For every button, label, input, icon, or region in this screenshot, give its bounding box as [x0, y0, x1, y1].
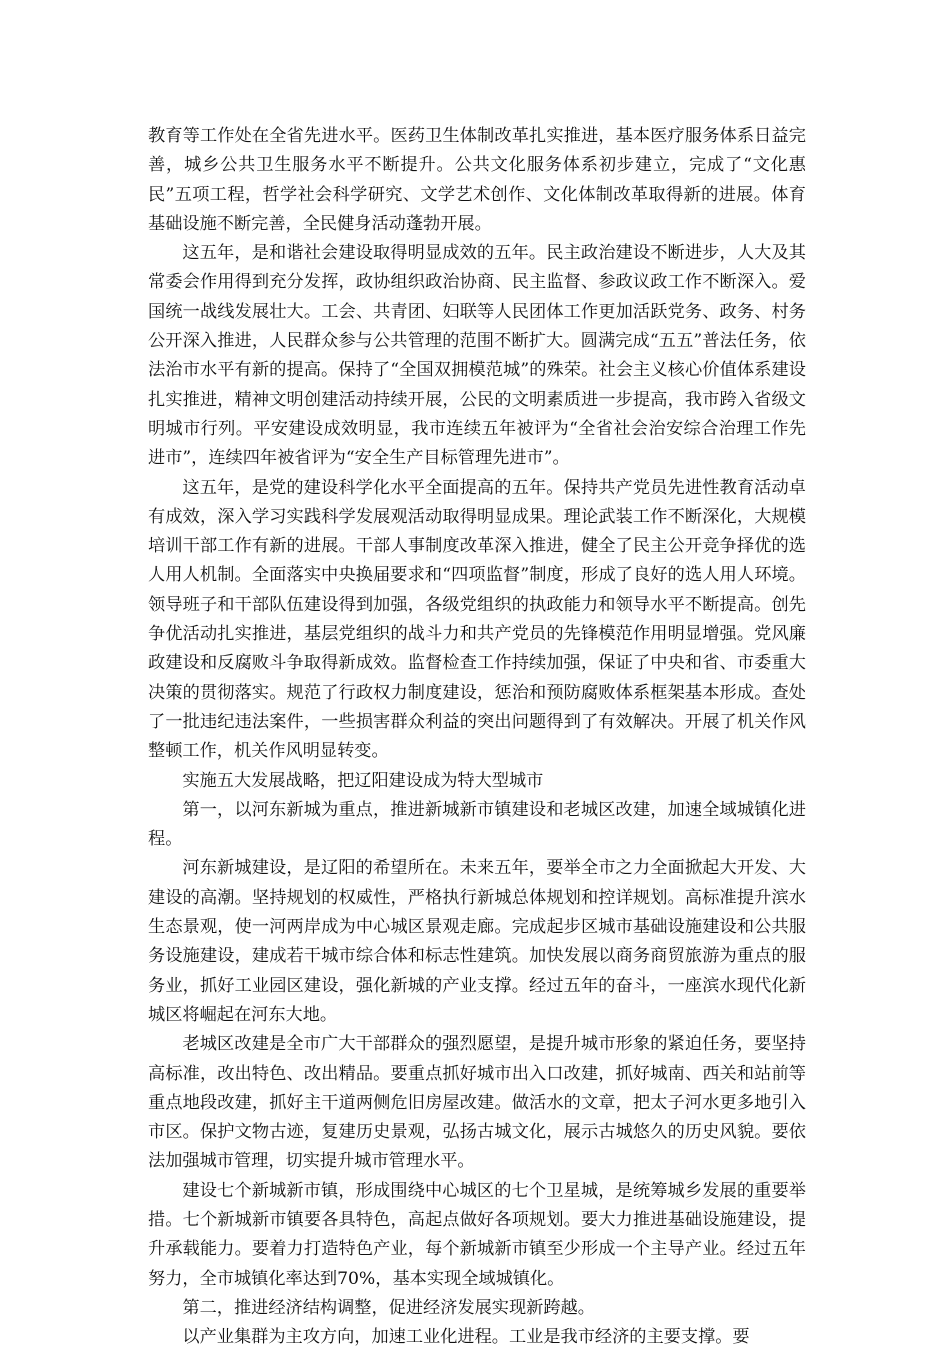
paragraph-1: 教育等工作处在全省先进水平。医药卫生体制改革扎实推进，基本医疗服务体系日益完善，城乡公共卫生服务水平不断提升。公共文化服务体系初步建立，完成了“文化惠民”五项工程，哲学社会科学研究、文学艺术创作、文化体制改革取得新的进展。体育基础设施不断完善，全民健身活动蓬勃开展。: [148, 126, 806, 234]
paragraph-5: 河东新城建设，是辽阳的希望所在。未来五年，要举全市之力全面掀起大开发、大建设的高潮。坚持规划的权威性，严格执行新城总体规划和控详规划。高标准提升滨水生态景观，使一河两岸成为中心城区景观走廊。完成起步区城市基础设施建设和公共服务设施建设，建成若干城市综合体和标志性建筑。加快发展以商务商贸旅游为重点的服务业，抓好工业园区建设，强化新城的产业支撑。经过五年的奋斗，一座滨水现代化新城区将崛起在河东大地。: [148, 858, 806, 1025]
paragraph-8: 第二，推进经济结构调整，促进经济发展实现新跨越。: [182, 1297, 595, 1318]
paragraph-3: 这五年，是党的建设科学化水平全面提高的五年。保持共产党员先进性教育活动卓有成效，深入学习实践科学发展观活动取得明显成果。理论武装工作不断深化，大规模培训干部工作有新的进展。干部人事制度改革深入推进，健全了民主公开竞争择优的选人用人机制。全面落实中央换届要求和“四项监督”制度，形成了良好的选人用人环境。领导班子和干部队伍建设得到加强，各级党组织的执政能力和领导水平不断提高。创先争优活动扎实推进，基层党组织的战斗力和共产党员的先锋模范作用明显增强。党风廉政建设和反腐败斗争取得新成效。监督检查工作持续加强，保证了中央和省、市委重大决策的贯彻落实。规范了行政权力制度建设，惩治和预防腐败体系框架基本形成。查处了一批违纪违法案件，一些损害群众利益的突出问题得到了有效解决。开展了机关作风整顿工作，机关作风明显转变。: [148, 477, 806, 762]
paragraph-2: 这五年，是和谐社会建设取得明显成效的五年。民主政治建设不断进步，人大及其常委会作用得到充分发挥，政协组织政治协商、民主监督、参政议政工作不断深入。爱国统一战线发展壮大。工会、共青团、妇联等人民团体工作更加活跃党务、政务、村务公开深入推进，人民群众参与公共管理的范围不断扩大。圆满完成“五五”普法任务，依法治市水平有新的提高。保持了“全国双拥模范城”的殊荣。社会主义核心价值体系建设扎实推进，精神文明创建活动持续开展，公民的文明素质进一步提高，我市跨入省级文明城市行列。平安建设成效明显，我市连续五年被评为“全省社会治安综合治理工作先进市”，连续四年被省评为“安全生产目标管理先进市”。: [148, 243, 806, 469]
paragraph-4: 第一，以河东新城为重点，推进新城新市镇建设和老城区改建，加速全域城镇化进程。: [148, 799, 806, 850]
paragraph-6: 老城区改建是全市广大干部群众的强烈愿望，是提升城市形象的紧迫任务，要坚持高标准，改出特色、改出精品。要重点抓好城市出入口改建，抓好城南、西关和站前等重点地段改建，抓好主干道两侧危旧房屋改建。做活水的文章，把太子河水更多地引入市区。保护文物古迹，复建历史景观，弘扬古城文化，展示古城悠久的历史风貌。要依法加强城市管理，切实提升城市管理水平。: [148, 1034, 806, 1172]
paragraph-7: 建设七个新城新市镇，形成围绕中心城区的七个卫星城，是统筹城乡发展的重要举措。七个新城新市镇要各具特色，高起点做好各项规划。要大力推进基础设施建设，提升承载能力。要着力打造特色产业，每个新城新市镇至少形成一个主导产业。经过五年努力，全市城镇化率达到70%，基本实现全域城镇化。: [148, 1180, 806, 1289]
section-heading: 实施五大发展战略，把辽阳建设成为特大型城市: [182, 770, 544, 791]
paragraph-9: 以产业集群为主攻方向，加速工业化进程。工业是我市经济的主要支撑。要: [182, 1327, 750, 1348]
document-page: [148, 122, 806, 1352]
